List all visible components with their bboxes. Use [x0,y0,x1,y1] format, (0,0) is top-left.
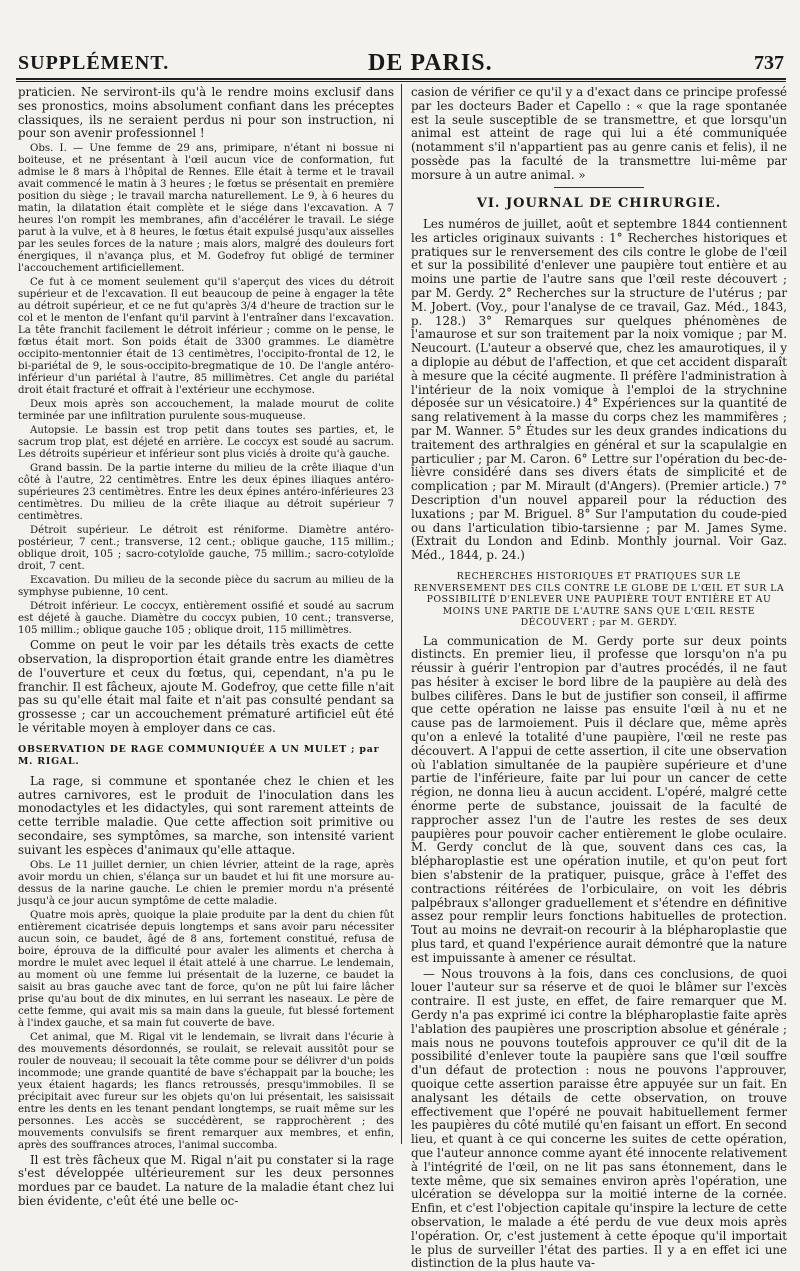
section-heading: OBSERVATION DE RAGE COMMUNIQUÉE A UN MULET ; par M. RIGAL. [18,743,380,768]
paragraph: Deux mois après son accouchement, la malade mourut de colite terminée par une infiltration purulente sous-muqueuse. [18,399,394,423]
column-divider [401,84,402,1144]
header-rule [16,78,786,82]
grand-bassin-paragraph: Grand bassin. De la partie interne du milieu de la crête iliaque d'un côté à l'autre, 22 centimètres. Entre les deux épines iliaques antéro-supérieures 23 centimètres. Entre les deux épines antéro-inférieures 23 centimètres. Du milieu de la crête iliaque au détroit supérieur 7 centimètres. [18,463,394,523]
paragraph: Il est très fâcheux que M. Rigal n'ait pu constater si la rage s'est développée ultérieurement sur les deux personnes mordues par ce baudet. La nature de la maladie étant chez lui bien évidente, c'eût été une belle oc- [18,1152,394,1208]
paragraph: Comme on peut le voir par les détails très exacts de cette observation, la disproportion était grande entre les diamètres de l'ouverture et ceux du fœtus, qui, cependant, n'a pu le franchir. Il est fâcheux, ajoute M. Godefroy, que cette fille n'ait pas su qu'elle était mal faite et n'ait pas consulté pendant sa grossesse ; car un accouchement prématuré artificiel eût été le véritable moyen à employer dans ce cas. [18,638,394,735]
observation-paragraph: Obs. Le 11 juillet dernier, un chien lévrier, atteint de la rage, après avoir mordu un chien, s'élança sur un baudet et lui fit une morsure au-dessus de la narine gauche. Le chien le premier mordu n'a présenté jusqu'à ce jour aucun symptôme de cette maladie. [18,859,394,907]
page-header [18,50,784,78]
right-column [411,85,787,1271]
paragraph: Ce fut à ce moment seulement qu'il s'aperçut des vices du détroit supérieur et de l'excavation. Il eut beaucoup de peine à engager la tête au détroit supérieur, et ce ne fut qu'après 3/4 d'heure de traction sur le col et le menton de l'enfant qu'il parvint à l'entraîner dans l'excavation. La tête franchit facilement le détroit inférieur ; comme on le pense, le fœtus était mort. Son poids était de 3300 grammes. Le diamètre occipito-mentonnier était de 13 centimètres, l'occipito-frontal de 12, le bi-pariétal de 9, le sous-occipito-bregmatique de 10. De l'angle antéro-inférieur d'un pariétal à l'autre, 85 millimètres. Cet angle du pariétal droit était fracturé et offrait à l'extérieur une ecchymose. [18,277,394,397]
separator-rule [554,187,644,188]
paragraph: Cet animal, que M. Rigal vit le lendemain, se livrait dans l'écurie à des mouvements désordonnés, se roulait, se relevait aussitôt pour se rouler de nouveau; il secouait la tête comme pour se délivrer d'un poids incommode; une grande quantité de bave s'échappait par la bouche; les yeux étaient hagards; les flancs retroussés, presqu'immobiles. Il se précipitait avec fureur sur les objets qu'on lui présentait, les saisissait entre les dents en les tenant pendant longtemps, se ruait même sur les personnes. Les accès se succédèrent, se rapprochèrent ; des mouvements convulsifs se firent remarquer aux membres, et enfin, après des souffrances atroces, l'animal succomba. [18,1031,394,1151]
supplement-label: SUPPLÉMENT. [18,52,170,74]
paragraph: — Nous trouvons à la fois, dans ces conclusions, de quoi louer l'auteur sur sa réserve et de quoi le blâmer sur l'excès contraire. Il est juste, en effet, de faire remarquer que M. Gerdy n'a pas exprimé ici contre la blépharoplastie faite après l'ablation des paupières une proscription absolue et générale ; mais nous ne pouvons toutefois approuver ce qu'il dit de la possibilité d'enlever toute la paupière sans que l'œil souffre d'un défaut de protection : nous ne pouvons l'approuver, quoique cette assertion paraisse être appuyée sur un fait. En analysant les détails de cette observation, on trouve effectivement que l'opéré ne pouvait habituellement fermer les paupières du côté mutilé qu'en faisant un effort. En second lieu, et quant à ce qui concerne les suites de cette opération, que l'auteur annonce comme ayant été innocente relativement à l'intégrité de l'œil, on ne lit pas sans étonnement, dans le texte même, que six semaines environ après l'opération, une ulcération se développa sur la moitié interne de la cornée. Enfin, et c'est l'objection capitale qu'inspire la lecture de cette observation, le malade a été perdu de vue deux mois après l'opération. Or, c'est justement à cette époque qu'il importait le plus de surveiller l'état des parties. Il y a en effet ici une distinction de la plus haute va- [411,966,787,1271]
paragraph: casion de vérifier ce qu'il y a d'exact dans ce principe professé par les docteurs Bader et Capello : « que la rage spontanée est la seule susceptible de se transmettre, et que lorsqu'un animal est atteint de rage qui lui a été communiquée (notamment s'il n'appartient pas au genre canis et felis), il ne possède pas la faculté de la transmettre lui-même par morsure à un autre animal. » [411,85,787,182]
paragraph: Les numéros de juillet, août et septembre 1844 contiennent les articles originaux suivants : 1° Recherches historiques et pratiques sur le renversement des cils contre le globe de l'œil et sur la possibilité d'enlever une paupière tout entière et au moins une partie de l'autre sans que l'œil reste découvert ; par M. Gerdy. 2° Recherches sur la structure de l'utérus ; par M. Jobert. (Voy., pour l'analyse de ce travail, Gaz. Méd., 1843, p. 128.) 3° Remarques sur quelques phénomènes de l'amaurose et sur son traitement par la noix vomique ; par M. Neucourt. (L'auteur a observé que, chez les amaurotiques, il y a diplopie au début de l'affection, et que cet accident disparaît à mesure que la cécité augmente. Il préfère l'administration à l'intérieur de la noix vomique à l'emploi de la strychnine déposée sur un vésicatoire.) 4° Expériences sur la quantité de sang relativement à la masse du corps chez les mammifères ; par M. Wanner. 5° Études sur les deux grandes indications du traitement des arthralgies en général et sur la scapulalgie en particulier ; par M. Caron. 6° Lettre sur l'opération du bec-de-lièvre considéré dans ses divers états de simplicité et de complication ; par M. Mirault (d'Angers). (Premier article.) 7° Description d'un nouvel appareil pour la réduction des luxations ; par M. Briguel. 8° Sur l'amputation du coude-pied ou dans l'articulation tibio-tarsienne ; par M. James Syme. (Extrait du London and Edinb. Monthly journal. Voir Gaz. Méd., 1844, p. 24.) [411,217,787,563]
masthead-title: DE PARIS. [368,50,493,76]
paragraph: Quatre mois après, quoique la plaie produite par la dent du chien fût entièrement cicatrisée depuis longtemps et sans avoir paru nécessiter aucun soin, ce baudet, âgé de 8 ans, fortement constitué, refusa de boire, éprouva de la difficulté pour avaler les aliments et chercha à mordre le mulet avec lequel il était attelé à une charrue. Le lendemain, au moment où une femme lui présentait de la luzerne, ce baudet la saisit au bras gauche avec tant de force, qu'on ne pût lui faire lâcher prise qu'au bout de dix minutes, en lui serrant les naseaux. Le père de cette femme, qui avait mis sa main dans la gueule, fut blessé fortement à l'index gauche, et sa main fut couverte de bave. [18,909,394,1029]
detroit-superieur-paragraph: Détroit supérieur. Le détroit est réniforme. Diamètre antéro-postérieur, 7 cent.; transverse, 12 cent.; oblique gauche, 115 millim.; oblique droit, 105 ; sacro-cotyloïde gauche, 75 millim.; sacro-cotyloïde droit, 7 cent. [18,525,394,573]
autopsy-paragraph: Autopsie. Le bassin est trop petit dans toutes ses parties, et, le sacrum trop plat, est déjeté en arrière. Le coccyx est soudé au sacrum. Les détroits supérieur et inférieur sont plus viciés à droite qu'à gauche. [18,425,394,461]
detroit-inferieur-paragraph: Détroit inférieur. Le coccyx, entièrement ossifié et soudé au sacrum est déjeté à gauche. Diamètre du coccyx pubien, 10 cent.; transverse, 105 millim.; oblique gauche 105 ; oblique droit, 115 millimètres. [18,601,394,637]
excavation-paragraph: Excavation. Du milieu de la seconde pièce du sacrum au milieu de la symphyse pubienne, 10 cent. [18,575,394,599]
page-number: 737 [754,52,784,74]
observation-paragraph: Obs. I. — Une femme de 29 ans, primipare, n'étant ni bossue ni boiteuse, et ne présentant à l'œil aucun vice de conformation, fut admise le 8 mars à l'hôpital de Rennes. Elle était à terme et le travail avait commencé le matin à 3 heures ; le fœtus se présentait en première position du siège ; le travail marcha naturellement. Le 9, à 6 heures du matin, la dilatation était complète et le siége dans l'excavation. A 7 heures l'on rompit les membranes, afin d'accélérer le travail. Le siége parut à la vulve, et à 8 heures, le fœtus était expulsé jusqu'aux aisselles par les seules forces de la nature ; mais alors, malgré des douleurs fort énergiques, il n'avança plus, et M. Godefroy fut obligé de terminer l'accouchement artificiellement. [18,143,394,275]
paragraph: La communication de M. Gerdy porte sur deux points distincts. En premier lieu, il professe que lorsqu'on n'a pu réussir à guérir l'entropion par d'autres procédés, il ne faut pas hésiter à exciser le bord libre de la paupière au delà des bulbes cilifères. Dans le but de justifier son conseil, il affirme que cette opération ne laisse pas ensuite l'œil à nu et ne cause pas de larmoiement. Puis il déclare que, même après qu'on a enlevé la totalité d'une paupière, l'œil ne reste pas découvert. A l'appui de cette assertion, il cite une observation où l'ablation simultanée de la paupière supérieure et d'une partie de l'inférieure, faite par lui pour un cancer de cette région, ne donna lieu à aucun accident. L'opéré, malgré cette énorme perte de substance, jouissait de la faculté de rapprocher assez l'un de l'autre les restes de ses deux paupières pour pouvoir cacher entièrement le globe oculaire. M. Gerdy conclut de là que, souvent dans ces cas, la blépharoplastie est une opération inutile, et qu'on peut fort bien s'abstenir de la pratiquer, puisque, grâce à l'effet des contractions réitérées de l'orbiculaire, on voit les débris palpébraux s'allonger graduellement et s'étendre en définitive assez pour remplir leurs fonctions habituelles de protection. Tout au moins ne devrait-on recourir à la blépharoplastie que plus tard, et quand l'expérience aurait démontré que la nature est impuissante à amener ce résultat. [411,633,787,965]
paragraph: praticien. Ne serviront-ils qu'à le rendre moins exclusif dans ses pronostics, moins absolument confiant dans les préceptes classiques, ils ne seraient perdus ni pour son instruction, ni pour son avenir professionnel ! [18,85,394,141]
left-column [18,85,394,1208]
paragraph: La rage, si commune et spontanée chez le chien et les autres carnivores, est le produit de l'inoculation dans les monodactyles et les didactyles, qui sont rarement atteints de cette terrible maladie. Que cette affection soit primitive ou secondaire, ses symptômes, sa marche, son intensité varient suivant les espèces d'animaux qu'elle attaque. [18,773,394,857]
journal-section-title: VI. JOURNAL DE CHIRURGIE. [476,195,722,211]
section-heading: RECHERCHES HISTORIQUES ET PRATIQUES SUR LE RENVERSEMENT DES CILS CONTRE LE GLOBE DE L'ŒIL ET SUR LA POSSIBILITÉ D'ENLEVER UNE PAUPIÈRE TOUT ENTIÈRE ET AU MOINS UNE PARTIE DE L'AUTRE SANS QUE L'ŒIL RESTE DÉCOUVERT ; par M. GERDY. [413,571,785,628]
